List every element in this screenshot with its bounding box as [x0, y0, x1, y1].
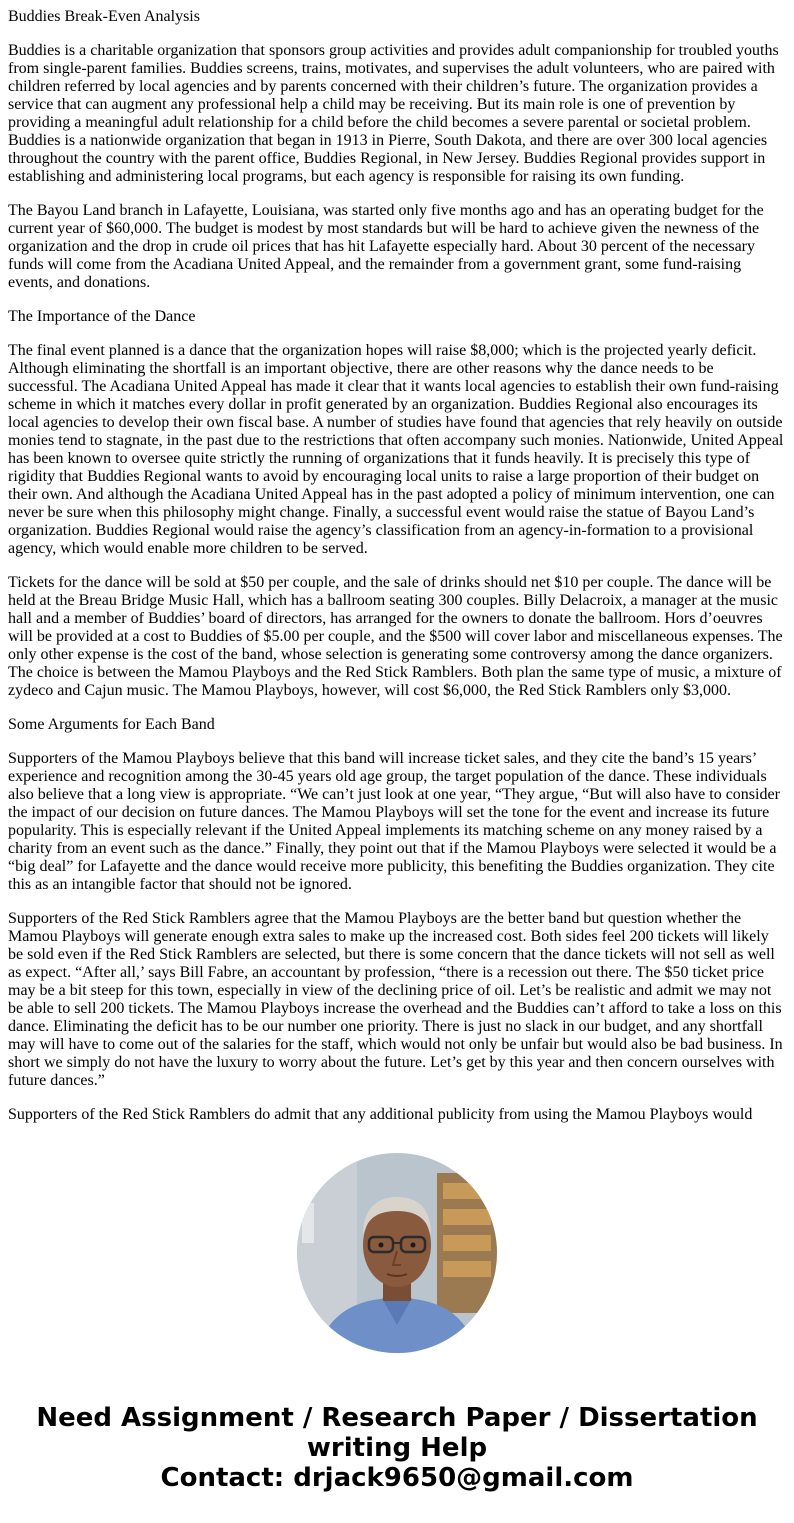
- banner-line-help: writing Help: [306, 1433, 488, 1463]
- paragraph-mamou-supporters: Supporters of the Mamou Playboys believe that this band will increase ticket sales, and they cite the band’s 15 years’ experience and recognition among the 30-45 years old age group, the target population of the dance. These individuals also believe that a long view is appropriate. “We can’t just look at one year, “They argue, “But will also have to consider the impact of our decision on future dances. The Mamou Playboys will set the tone for the event and increase its future popularity. This is especially relevant if the United Appeal implements its matching scheme on any money raised by a charity from an event such as the dance.” Finally, they point out that if the Mamou Playboys were selected it would be a “big deal” for Lafayette and the dance would receive more publicity, this benefiting the Buddies organization. They cite this as an intangible factor that should not be ignored.: [8, 750, 780, 893]
- paragraph-dance-importance: The final event planned is a dance that the organization hopes will raise $8,000; which is the projected yearly deficit. Although eliminating the shortfall is an important objective, there are other reasons why the dance needs to be successful. The Acadiana United Appeal has made it clear that it wants local agencies to establish their own fund-raising scheme in which it matches every dollar in profit generated by an organization. Buddies Regional also encourages its local agencies to develop their own fiscal base. A number of studies have found that agencies that rely heavily on outside monies tend to stagnate, in the past due to the restrictions that often accompany such monies. Nationwide, United Appeal has been known to oversee quite strictly the running of organizations that it funds heavily. It is precisely this type of rigidity that Buddies Regional wants to avoid by encouraging local units to raise a large proportion of their budget on their own. And although the Acadiana United Appeal has in the past adopted a policy of minimum intervention, one can never be sure when this philosophy might change. Finally, a successful event would raise the statue of Bayou Land’s organization. Buddies Regional would raise the agency’s classification from an agency-in-formation to a provisional agency, which would enable more children to be served.: [8, 342, 784, 557]
- banner-line-contact: Contact: drjack9650@gmail.com: [160, 1463, 634, 1493]
- paragraph-intro: Buddies is a charitable organization that sponsors group activities and provides adult companionship for troubled youths from single-parent families. Buddies screens, trains, motivates, and supervises the adult volunteers, who are paired with children referred by local agencies and by parents concerned with their children’s future. The organization provides a service that can augment any professional help a child may be receiving. But its main role is one of prevention by providing a meaningful adult relationship for a child before the child becomes a severe parental or societal problem. Buddies is a nationwide organization that began in 1913 in Pierre, South Dakota, and there are over 300 local agencies throughout the country with the parent office, Buddies Regional, in New Jersey. Buddies Regional provides support in establishing and administering local programs, but each agency is responsible for raising its own funding.: [8, 42, 779, 185]
- paragraph-ramblers-supporters: Supporters of the Red Stick Ramblers agree that the Mamou Playboys are the better band but question whether the Mamou Playboys will generate enough extra sales to make up the increased cost. Both sides feel 200 tickets will likely be sold even if the Red Stick Ramblers are selected, but there is some concern that the dance tickets will not sell as well as expect. “After all,’ says Bill Fabre, an accountant by profession, “there is a recession out there. The $50 ticket price may be a bit steep for this town, especially in view of the declining price of oil. Let’s be realistic and admit we may not be able to sell 200 tickets. The Mamou Playboys increase the overhead and the Buddies can’t afford to take a loss on this dance. Eliminating the deficit has to be our number one priority. There is just no slack in our budget, and any shortfall may will have to come out of the salaries for the staff, which would not only be unfair but would also be bad business. In short we simply do not have the luxury to worry about the future. Let’s get by this year and then concern ourselves with future dances.”: [8, 910, 783, 1089]
- paragraph-bayou-land: The Bayou Land branch in Lafayette, Louisiana, was started only five months ago and has an operating budget for the current year of $60,000. The budget is modest by most standards but will be hard to achieve given the newness of the organization and the drop in crude oil prices that has hit Lafayette especially hard. About 30 percent of the necessary funds will come from the Acadiana United Appeal, and the remainder from a government grant, some fund-raising events, and donations.: [8, 202, 764, 291]
- document-body: [8, 0, 786, 1140]
- section-heading-arguments: Some Arguments for Each Band: [8, 716, 215, 733]
- author-photo: [297, 1153, 497, 1353]
- document-title: Buddies Break-Even Analysis: [8, 8, 200, 25]
- banner-line-assignment: Need Assignment / Research Paper / Dissertation: [36, 1403, 758, 1433]
- section-heading-importance: The Importance of the Dance: [8, 308, 196, 325]
- paragraph-ticket-costs: Tickets for the dance will be sold at $50 per couple, and the sale of drinks should net $10 per couple. The dance will be held at the Breau Bridge Music Hall, which has a ballroom seating 300 couples. Billy Delacroix, a manager at the music hall and a member of Buddies’ board of directors, has arranged for the owners to donate the ballroom. Hors d’oeuvres will be provided at a cost to Buddies of $5.00 per couple, and the $500 will cover labor and miscellaneous expenses. The only other expense is the cost of the band, whose selection is generating some controversy among the dance organizers. The choice is between the Mamou Playboys and the Red Stick Ramblers. Both plan the same type of music, a mixture of zydeco and Cajun music. The Mamou Playboys, however, will cost $6,000, the Red Stick Ramblers only $3,000.: [8, 574, 783, 699]
- paragraph-truncated: Supporters of the Red Stick Ramblers do admit that any additional publicity from using the Mamou Playboys would: [8, 1106, 753, 1123]
- contact-banner: [0, 1403, 794, 1493]
